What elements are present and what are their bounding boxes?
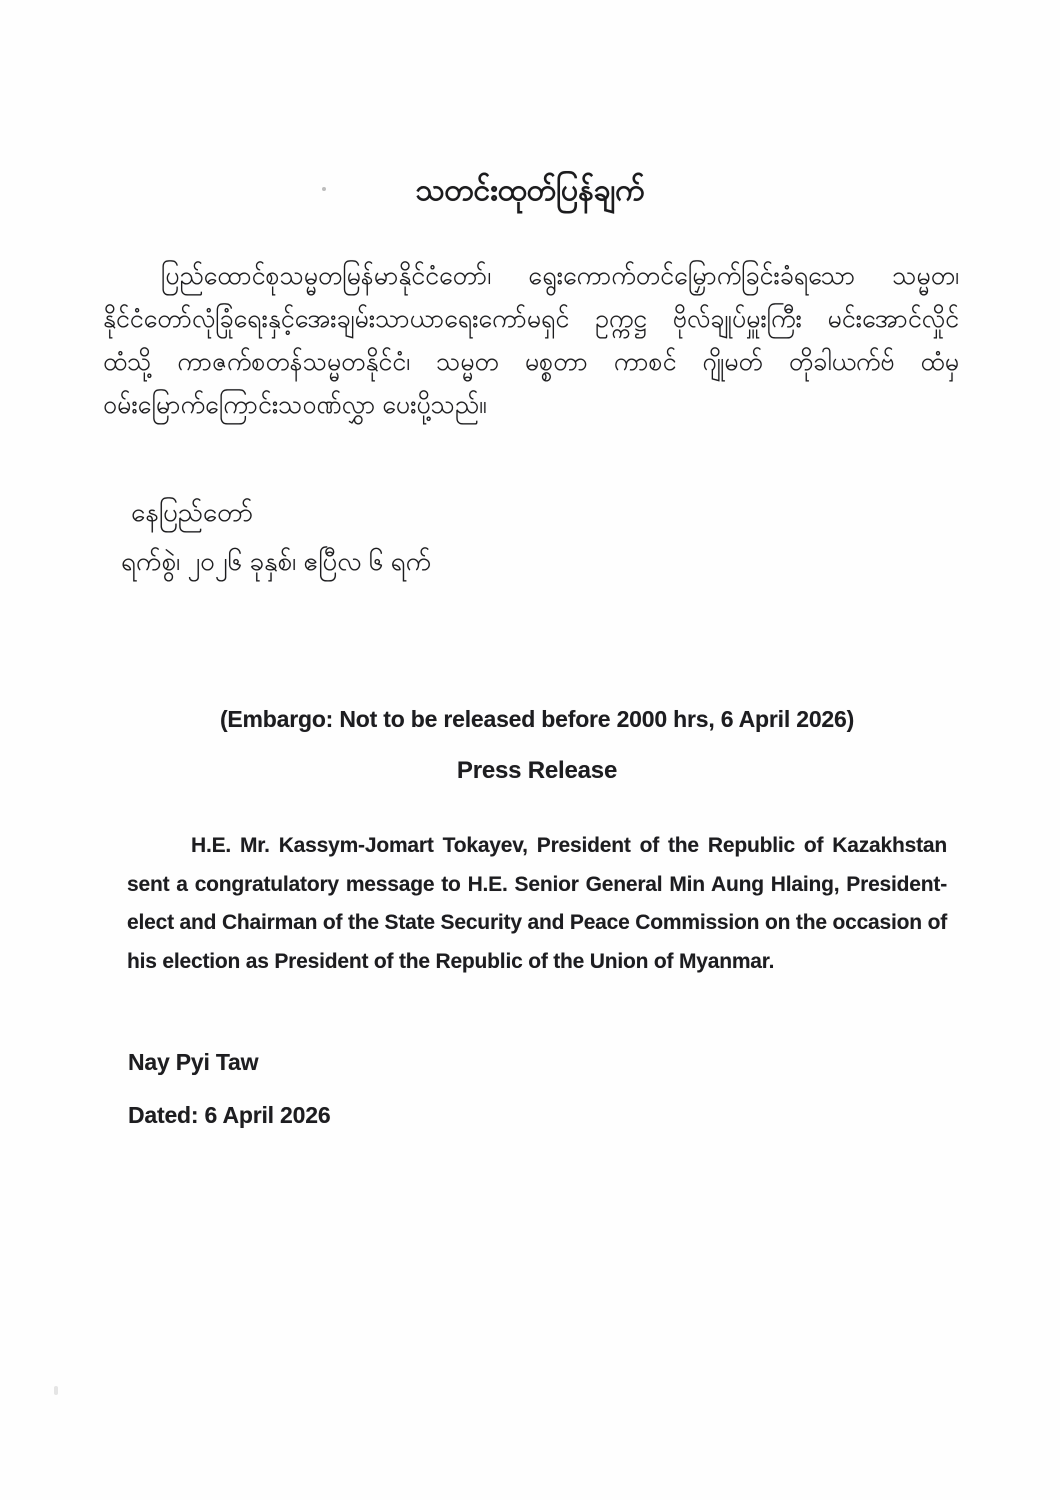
english-date-line: Dated: 6 April 2026 [128, 1102, 331, 1128]
burmese-paragraph-line: နိုင်ငံတော်လုံခြုံရေးနှင့်အေးချမ်းသာယာရေးကော်မရှင် ဥက္ကဋ္ဌ ဗိုလ်ချုပ်မှူးကြီး မင်းအောင်လှိုင် [103, 305, 959, 333]
burmese-paragraph [103, 255, 959, 427]
english-paragraph-line: his election as President of the Republic of the Union of Myanmar. [127, 949, 775, 973]
burmese-paragraph-line: ပြည်ထောင်စုသမ္မတမြန်မာနိုင်ငံတော်၊ ရွေးကောက်တင်မြှောက်ခြင်းခံရသော သမ္မတ၊ [161, 262, 959, 290]
burmese-date-line: ရက်စွဲ၊ ၂၀၂၆ ခုနှစ်၊ ဧပြီလ ၆ ရက် [121, 546, 432, 576]
english-place-line: Nay Pyi Taw [128, 1049, 259, 1075]
burmese-paragraph-line: ဝမ်းမြောက်ကြောင်းသဝဏ်လွှာ ပေးပို့သည်။ [103, 391, 487, 419]
press-release-heading: Press Release [456, 757, 618, 784]
embargo-notice: (Embargo: Not to be released before 2000 hrs, 6 April 2026) [219, 706, 855, 732]
document-title-burmese: သတင်းထုတ်ပြန်ချက် [415, 174, 645, 207]
english-paragraph [127, 827, 947, 981]
english-paragraph-line: H.E. Mr. Kassym-Jomart Tokayev, President of the Republic of Kazakhstan [191, 834, 947, 857]
burmese-paragraph-line: ထံသို့ ကာဇက်စတန်သမ္မတနိုင်ငံ၊ သမ္မတ မစ္စတာ ကာစင် ဂျိုမတ် တိုခါယက်ဗ် ထံမှ [103, 348, 959, 376]
scan-artifact-smudge [54, 1386, 58, 1395]
english-paragraph-line: sent a congratulatory message to H.E. Senior General Min Aung Hlaing, President- [127, 872, 947, 896]
english-paragraph-line: elect and Chairman of the State Security and Peace Commission on the occasion of [127, 911, 947, 934]
burmese-place-line: နေပြည်တော် [131, 497, 254, 527]
